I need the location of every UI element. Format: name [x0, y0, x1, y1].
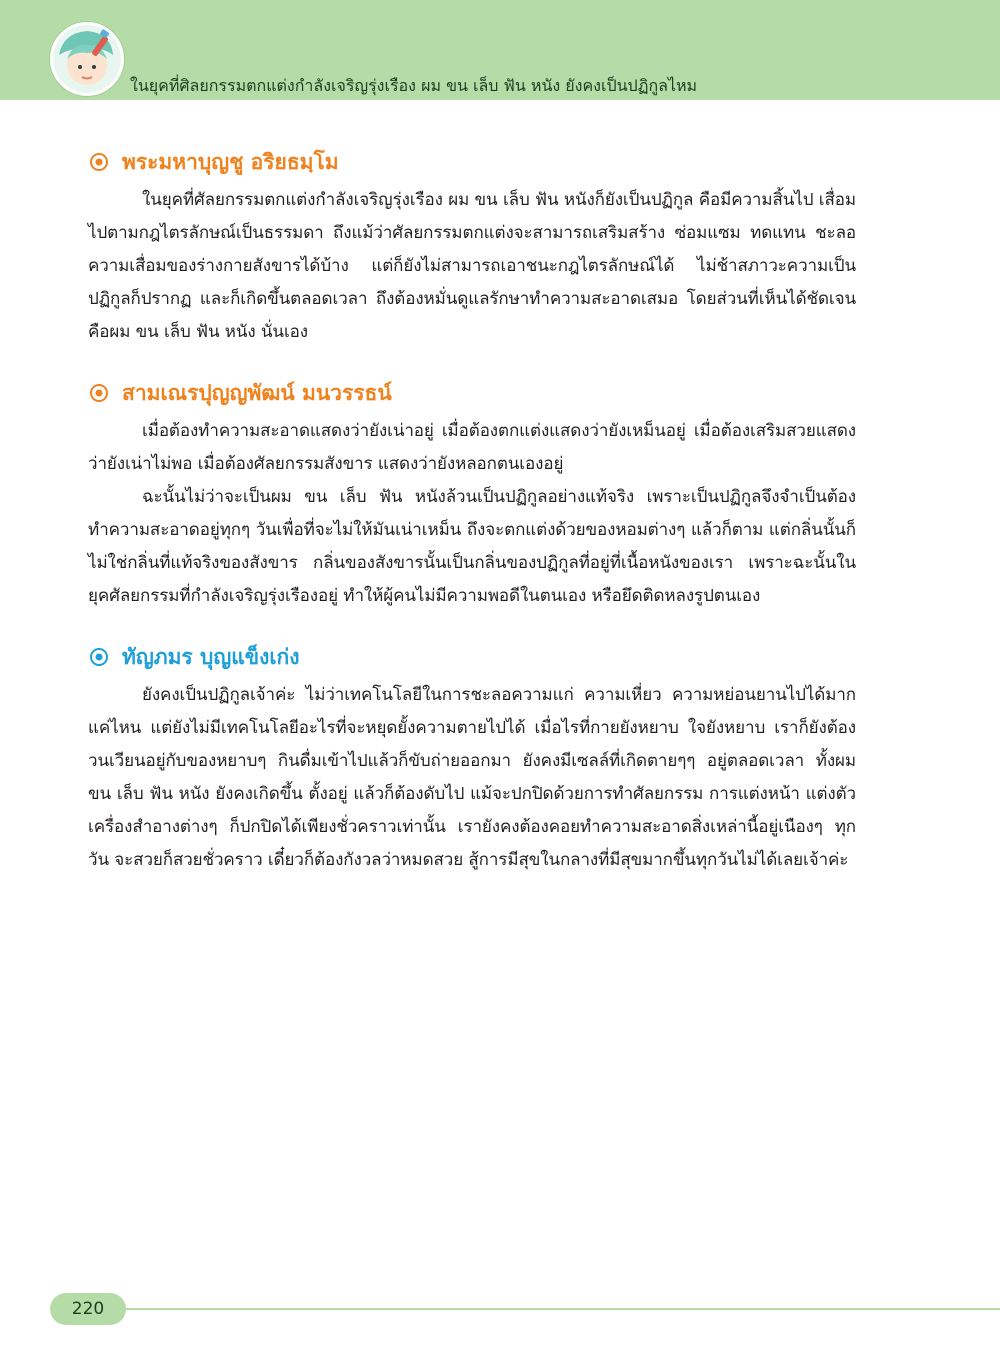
section-heading — [88, 371, 856, 415]
bullseye-bullet-icon — [88, 382, 110, 404]
answer-section — [88, 140, 856, 349]
bullseye-bullet-icon — [88, 151, 110, 173]
author-name: พระมหาบุญชู อริยธมฺโม — [122, 149, 339, 174]
answer-paragraph: ยังคงเป็นปฏิกูลเจ้าค่ะ ไม่ว่าเทคโนโลยีในการชะลอความแก่ ความเหี่ยว ความหย่อนยานไปได้มากแค่ไหน แต่ยังไม่มีเทคโนโลยีอะไรที่จะหยุดยั้งความตายไปได้ เมื่อไรที่กายยังหยาบ ใจยังหยาบ เราก็ยังต้องวนเวียนอยู่กับของหยาบๆ กินดื่มเข้าไปแล้วก็ขับถ่ายออกมา ยังคงมีเซลล์ที่เกิดตายๆๆ อยู่ตลอดเวลา ทั้งผม ขน เล็บ ฟัน หนัง ยังคงเกิดขึ้น ตั้งอยู่ แล้วก็ต้องดับไป แม้จะปกปิดด้วยการทำศัลยกรรม การแต่งหน้า แต่งตัว เครื่องสำอางต่างๆ ก็ปกปิดได้เพียงชั่วคราวเท่านั้น เรายังคงต้องคอยทำความสะอาดสิ่งเหล่านี้อยู่เนืองๆ ทุกวัน จะสวยก็สวยชั่วคราว เดี๋ยวก็ต้องกังวลว่าหมดสวย สู้การมีสุขในกลางที่มีสุขมากขึ้นทุกวันไม่ได้เลยเจ้าค่ะ — [88, 685, 856, 870]
bullseye-bullet-icon — [88, 646, 110, 668]
answer-paragraph: เมื่อต้องทำความสะอาดแสดงว่ายังเน่าอยู่ เมื่อต้องตกแต่งแสดงว่ายังเหม็นอยู่ เมื่อต้องเสริมสวยแสดงว่ายังเน่าไม่พอ เมื่อต้องศัลยกรรมสังขาร แสดงว่ายังหลอกตนเองอยู่ — [88, 421, 856, 474]
section-heading — [88, 635, 856, 679]
author-name: ทัญภมร บุญแข็งเก่ง — [122, 644, 300, 669]
answer-paragraph: ฉะนั้นไม่ว่าจะเป็นผม ขน เล็บ ฟัน หนังล้วนเป็นปฏิกูลอย่างแท้จริง เพราะเป็นปฏิกูลจึงจำเป็นต้องทำความสะอาดอยู่ทุกๆ วันเพื่อที่จะไม่ให้มันเน่าเหม็น ถึงจะตกแต่งด้วยของหอมต่างๆ แล้วก็ตาม แต่กลิ่นนั้นก็ไม่ใช่กลิ่นที่แท้จริงของสังขาร กลิ่นของสังขารนั้นเป็นกลิ่นของปฏิกูลที่อยู่ที่เนื้อหนังของเรา เพราะฉะนั้นในยุคศัลยกรรมที่กำลังเจริญรุ่งเรืองอยู่ ทำให้ผู้คนไม่มีความพอดีในตนเอง หรือยึดติดหลงรูปตนเอง — [88, 487, 856, 606]
author-name: สามเณรปุญญพัฒน์ มนวรรธน์ — [122, 380, 392, 405]
page-number: 220 — [50, 1293, 126, 1325]
child-avatar-icon — [50, 22, 124, 96]
answer-paragraph: ในยุคที่ศัลยกรรมตกแต่งกำลังเจริญรุ่งเรือง ผม ขน เล็บ ฟัน หนังก็ยังเป็นปฏิกูล คือมีความสิ้นไป เสื่อมไปตามกฎไตรลักษณ์เป็นธรรมดา ถึงแม้ว่าศัลยกรรมตกแต่งจะสามารถเสริมสร้าง ซ่อมแซม ทดแทน ชะลอความเสื่อมของร่างกายสังขารได้บ้าง แต่ก็ยังไม่สามารถเอาชนะกฎไตรลักษณ์ได้ ไม่ช้าสภาวะความเป็นปฏิกูลก็ปรากฏ และก็เกิดขึ้นตลอดเวลา ถึงต้องหมั่นดูแลรักษาทำความสะอาดเสมอ โดยส่วนที่เห็นได้ชัดเจนคือผม ขน เล็บ ฟัน หนัง นั่นเอง — [88, 190, 856, 342]
answer-section — [88, 371, 856, 613]
footer-rule — [126, 1308, 1000, 1310]
answer-section — [88, 635, 856, 877]
header-title: ในยุคที่ศิลยกรรมตกแต่งกำลังเจริญรุ่งเรือง ผม ขน เล็บ ฟัน หนัง ยังคงเป็นปฏิกูลไหม — [130, 76, 698, 95]
section-heading — [88, 140, 856, 184]
article-body — [88, 140, 856, 899]
